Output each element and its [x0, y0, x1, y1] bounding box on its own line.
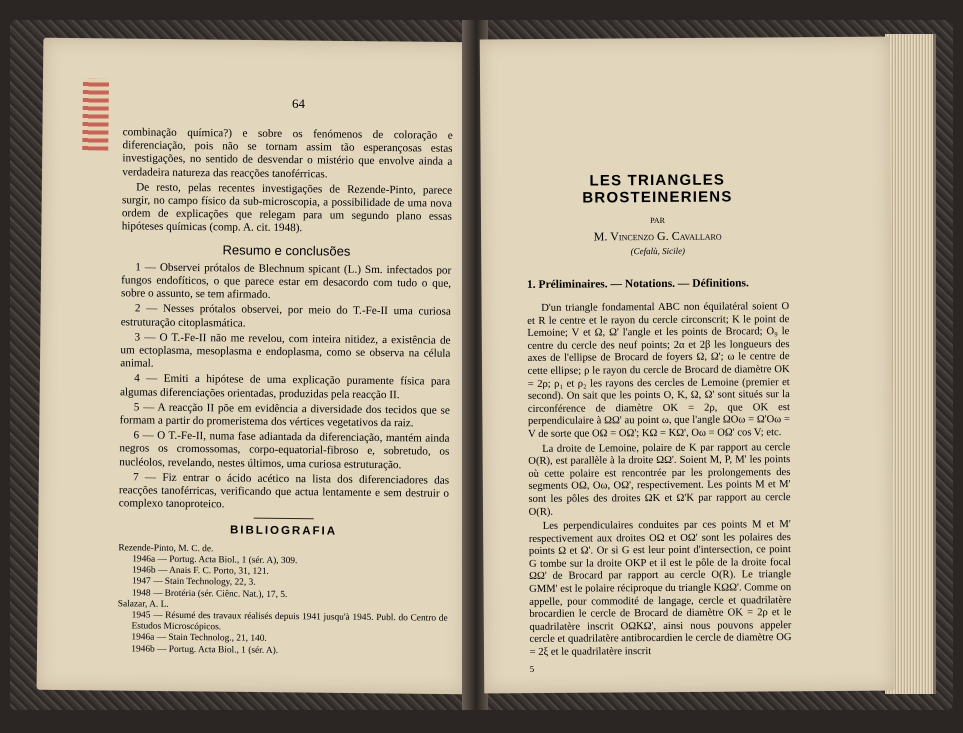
bibliography-heading: BIBLIOGRAFIA	[229, 524, 338, 539]
article-title: LES TRIANGLES BROSTEINERIENS	[582, 171, 733, 207]
conclusion-item: 1 — Observei prótalos de Blechnum spicant (L.) Sm. infectados por fungos endofíticos, o que parece estar em desacordo com tudo o que, sobre o assunto, se tem afirmado.	[120, 261, 452, 302]
conclusion-item: 3 — O T.-Fe-II não me revelou, com inteira nitidez, a existência de um ectoplasma, mesoplasma e endoplasma, como se observa na célula animal.	[120, 331, 451, 370]
paragraph: Les perpendiculaires conduites par ces points M et M' respectivement aux droites OΩ et OΩ' sont les polaires des points Ω et Ω'. Or si G est leur point d'intersection, ce point G tombe sur la droite OKP et il est le pôle de la droite focal ΩΩ' de Brocard par rapport au cercle O(R). Le triangle GMM' est le polaire réciproque du triangle KΩΩ'. Comme on appelle, pour commodité de langage, cercle et quadrilatère brocardien le cercle de Brocard de diamètre OK = 2ρ et le quadrilatère inscrit OΩKΩ', ainsi nous pouvons appeler cercle et quadrilatère antibrocardien le cercle de diamètre OG = 2ξ et le quadrilatère inscrit	[528, 519, 792, 658]
bibliography-author: Rezende-Pinto, M. C. de.	[118, 542, 214, 554]
bibliography-entry: 1947 — Stain Technology, 22, 3.	[131, 576, 256, 588]
bibliography-list	[117, 543, 448, 658]
paragraph: combinação química?) e sobre os fenómenos de coloração e diferenciação, pois não se tornam assim tão esperançosas estas investigações, no sentido de desvendar o mistério que envolve ainda a verdadeira natureza das reacções tanoférricas.	[122, 126, 453, 181]
bibliography-entry: 1946a — Portug. Acta Biol., 1 (sér. A), 309.	[132, 554, 298, 567]
conclusion-item: 4 — Emiti a hipótese de uma explicação puramente física para algumas diferenciações orientadas, produzidas pela reacção II.	[119, 372, 451, 401]
divider	[254, 518, 314, 520]
conclusion-item: 7 — Fiz entrar o ácido acético na lista dos diferenciadores das reacções tanoférricas, verificando que actua lentamente e sem destruir o complexo tanoproteico.	[118, 471, 450, 511]
author-location: (Cefalù, Sicile)	[630, 245, 686, 257]
left-page-text	[117, 126, 453, 658]
bibliography-entry: 1948 — Brotéria (sér. Ciênc. Nat.), 17, 5.	[131, 587, 288, 600]
conclusion-item: 2 — Nesses prótalos observei, por meio do T.-Fe-II uma curiosa estruturação citoplasmática.	[120, 302, 451, 330]
conclusion-item: 5 — A reacção II põe em evidência a diversidade dos tecidos que se formam a partir do promeristema dos vértices vegetativos da raiz.	[119, 401, 450, 430]
by-line: PAR	[650, 215, 666, 226]
paragraph: La droite de Lemoine, polaire de K par rapport au cercle O(R), est parallèle à la droite ΩΩ'. Soient M, P, M' les points où cette polaire est rencontrée par les prolongements des segments OΩ, Oω, OΩ', respectivement. Les points M et M' sont les pôles des droites ΩK et Ω'K par rapport au cercle O(R).	[528, 441, 791, 518]
bibliography-entry: 1946b — Portug. Acta Biol., 1 (sér. A).	[131, 643, 279, 656]
section-heading: 1. Préliminaires. — Notations. — Définitions.	[526, 277, 749, 291]
signature-number: 5	[529, 663, 535, 674]
bibliography-entry: 1946b — Anais F. C. Porto, 31, 121.	[132, 565, 269, 577]
conclusion-item: 6 — O T.-Fe-II, numa fase adiantada da diferenciação, mantém ainda negros os cromossomas, corpo-equatorial-fibroso e, sobretudo, os nucléolos, revelando, nestes últimos, uma curiosa estruturação.	[119, 429, 450, 471]
bibliography-entry: 1945 — Résumé des travaux réalisés depuis 1941 jusqu'à 1945. Publ. do Centro de Estudos Microscópicos.	[131, 610, 448, 633]
page-number: 64	[292, 96, 305, 111]
paragraph: D'un triangle fondamental ABC non équilatéral soient O et R le centre et le rayon du cercle circonscrit; K le point de Lemoine; V et Ω, Ω' l'angle et les points de Brocard; O₉ le centre du cercle des neuf points; 2α et 2β les longueurs des axes de l'ellipse de Brocard de foyers Ω, Ω'; ω le centre de cette ellipse; ρ le rayon du cercle de Brocard de diamètre OK = 2ρ; ρ₁ et ρ₂ les rayons des cercles de Lemoine (premier et second). On sait que les points O, K, Ω, Ω' sont situés sur la circonférence de diamètre OK = 2ρ, que OK est perpendiculaire à ΩΩ' au point ω, que l'angle ΩOω = Ω'Oω = V de sorte que OΩ = OΩ'; KΩ = KΩ', Oω = OΩ' cos V; etc.	[527, 301, 791, 440]
paragraph: De resto, pelas recentes investigações de Rezende-Pinto, parece surgir, no campo físico da sub-microscopia, a possibilidade de uma nova ordem de explicações que relegam para um segundo plano essas hipóteses químicas (comp. A. cit. 1948).	[121, 181, 453, 235]
library-stamp	[82, 78, 109, 150]
summary-heading: Resumo e conclusões	[222, 241, 351, 259]
bibliography-author: Salazar, A. L.	[117, 598, 169, 610]
author-name: M. Vincenzo G. Cavallaro	[593, 228, 722, 244]
right-page-text	[526, 171, 791, 673]
bibliography-entry: 1946a — Stain Technolog., 21, 140.	[131, 632, 267, 645]
